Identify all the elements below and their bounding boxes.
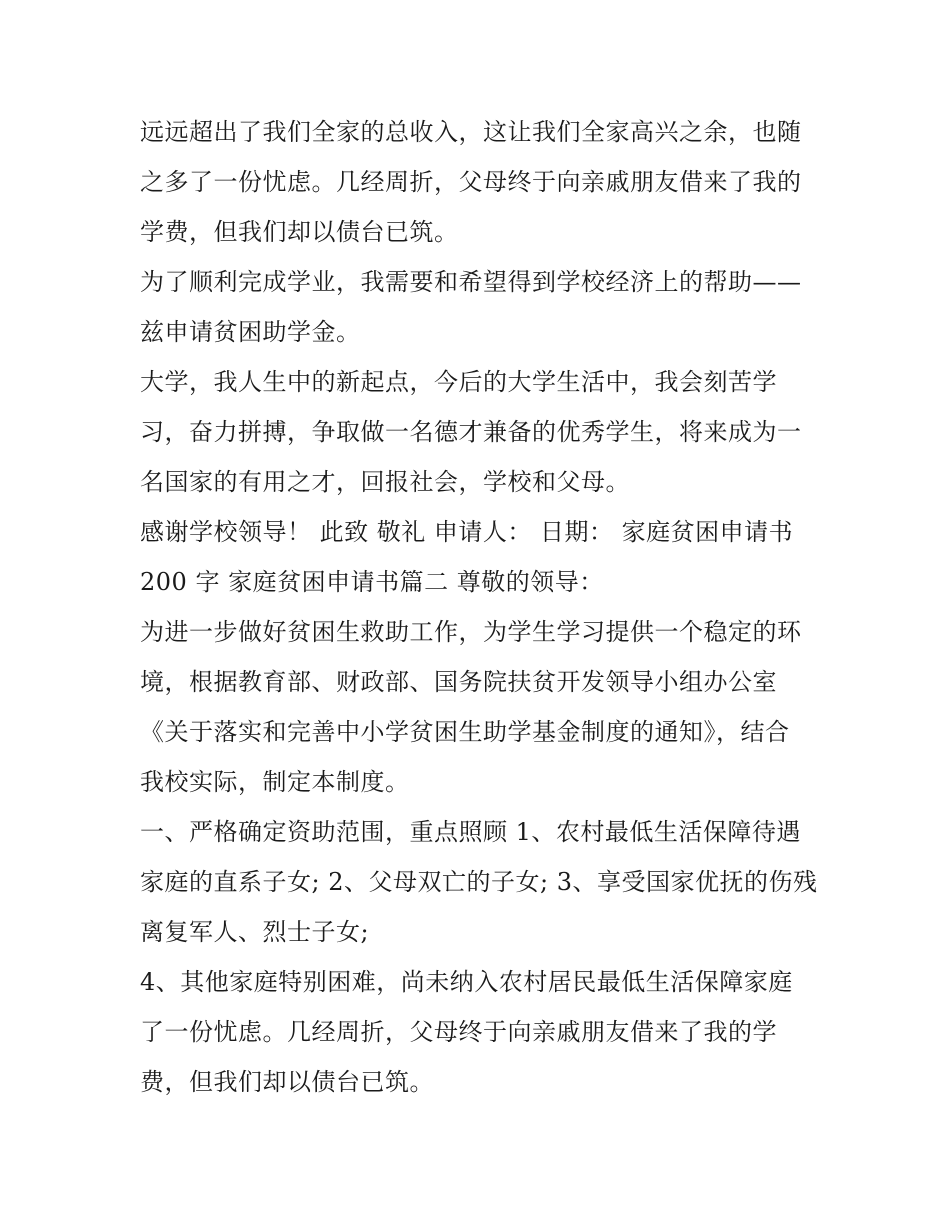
text-line: 离复军人、烈士子女; (140, 918, 370, 946)
text-line: 习，奋力拼搏，争取做一名德才兼备的优秀学生，将来成为一 (140, 418, 802, 446)
text-line: 感谢学校领导！ 此致 敬礼 申请人： 日期： 家庭贫困申请书 (140, 518, 794, 546)
text-line: 远远超出了我们全家的总收入，这让我们全家高兴之余，也随 (140, 118, 802, 146)
text-line: 兹申请贫困助学金。 (140, 318, 361, 346)
text-line: 4、其他家庭特别困难，尚未纳入农村居民最低生活保障家庭 (140, 968, 793, 996)
text-line: 了一份忧虑。几经周折，父母终于向亲戚朋友借来了我的学 (140, 1018, 777, 1046)
text-line: 家庭的直系子女; 2、父母双亡的子女; 3、享受国家优抚的伤残 (140, 868, 818, 896)
text-line: 为了顺利完成学业，我需要和希望得到学校经济上的帮助—— (140, 268, 802, 296)
text-line: 大学，我人生中的新起点，今后的大学生活中，我会刻苦学 (140, 368, 777, 396)
document-body (140, 107, 820, 1107)
text-line: 境，根据教育部、财政部、国务院扶贫开发领导小组办公室 (140, 668, 777, 696)
text-line: 之多了一份忧虑。几经周折，父母终于向亲戚朋友借来了我的 (140, 168, 802, 196)
text-line: 我校实际，制定本制度。 (140, 768, 410, 796)
text-line: 费，但我们却以债台已筑。 (140, 1068, 434, 1096)
text-line: 《关于落实和完善中小学贫困生助学基金制度的通知》，结合 (140, 718, 790, 746)
text-line: 为进一步做好贫困生救助工作，为学生学习提供一个稳定的环 (140, 618, 802, 646)
text-line: 名国家的有用之才，回报社会，学校和父母。 (140, 468, 630, 496)
text-line: 一、严格确定资助范围，重点照顾 1、农村最低生活保障待遇 (140, 818, 801, 846)
text-line: 200 字 家庭贫困申请书篇二 尊敬的领导： (140, 568, 604, 596)
text-line: 学费，但我们却以债台已筑。 (140, 218, 459, 246)
